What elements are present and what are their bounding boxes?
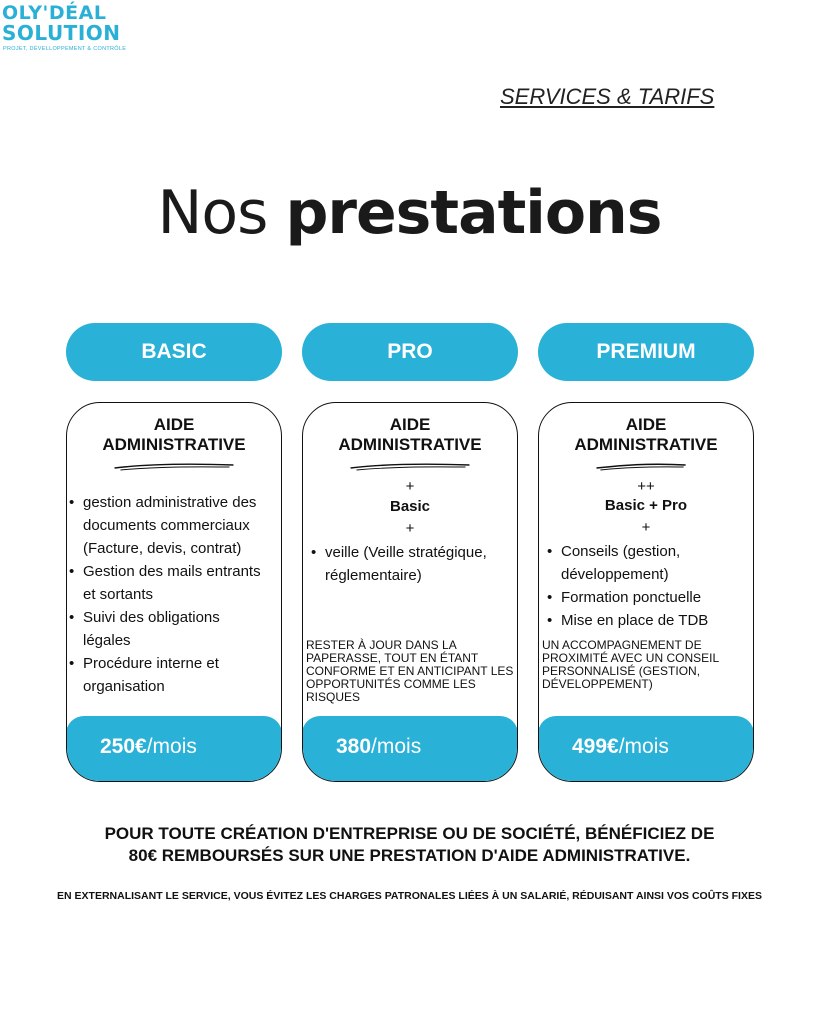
logo-line1: OLY'DÉAL bbox=[2, 2, 107, 24]
underline-squiggle bbox=[539, 459, 753, 473]
list-item: • veille (Veille stratégique, réglementaire) bbox=[311, 541, 511, 587]
list-item: • Suivi des obligations légales bbox=[69, 606, 269, 652]
feature-list bbox=[547, 540, 747, 632]
underline-squiggle bbox=[303, 459, 517, 473]
price-bar bbox=[538, 716, 754, 782]
plan-pill-pro: PRO bbox=[302, 323, 518, 381]
feature-list bbox=[69, 491, 269, 698]
card-heading-line2: ADMINISTRATIVE bbox=[102, 435, 246, 454]
company-logo bbox=[2, 2, 142, 54]
logo-tagline: PROJET, DÉVELLOPPEMENT & CONTRÔLE bbox=[3, 46, 127, 52]
card-heading-line2: ADMINISTRATIVE bbox=[338, 435, 482, 454]
plan-card-premium bbox=[538, 402, 754, 782]
plan-card-basic bbox=[66, 402, 282, 782]
list-item: • Formation ponctuelle bbox=[547, 586, 747, 609]
price-unit: /mois bbox=[371, 735, 422, 758]
underline-squiggle bbox=[67, 459, 281, 473]
section-tag: SERVICES & TARIFS bbox=[500, 84, 715, 109]
plan-note: UN ACCOMPAGNEMENT DE PROXIMITÉ AVEC UN CONSEIL PERSONNALISÉ (GESTION, DÉVELOPPEMENT) bbox=[542, 638, 719, 691]
list-item: • Mise en place de TDB bbox=[547, 609, 747, 632]
promo-text bbox=[0, 823, 819, 867]
plan-pill-basic: BASIC bbox=[66, 323, 282, 381]
includes-label: Basic bbox=[389, 498, 431, 515]
logo-line2: SOLUTION bbox=[2, 21, 121, 45]
list-item: • Conseils (gestion, développement) bbox=[547, 540, 747, 586]
plus-sign: + bbox=[405, 478, 415, 495]
promo-line1: POUR TOUTE CRÉATION D'ENTREPRISE OU DE SOCIÉTÉ, BÉNÉFICIEZ DE bbox=[104, 824, 715, 843]
includes-label: Basic + Pro bbox=[604, 497, 688, 514]
card-heading bbox=[67, 415, 281, 455]
list-item: • Procédure interne et organisation bbox=[69, 652, 269, 698]
footer-note: EN EXTERNALISANT LE SERVICE, VOUS ÉVITEZ LES CHARGES PATRONALES LIÉES À UN SALARIÉ, RÉDUISANT AINSI VOS COÛTS FIXES bbox=[57, 890, 762, 902]
card-heading-line1: AIDE bbox=[153, 415, 195, 434]
card-heading bbox=[539, 415, 753, 455]
price-unit: /mois bbox=[618, 735, 669, 758]
title-bold: prestations bbox=[285, 178, 662, 248]
plus-sign: ++ bbox=[637, 478, 655, 495]
promo-line2: 80€ REMBOURSÉS SUR UNE PRESTATION D'AIDE ADMINISTRATIVE. bbox=[128, 846, 691, 865]
card-heading-line1: AIDE bbox=[389, 415, 431, 434]
plan-card-pro bbox=[302, 402, 518, 782]
price-amount: 250€ bbox=[100, 735, 147, 758]
list-item: • gestion administrative des documents commerciaux (Facture, devis, contrat) bbox=[69, 491, 269, 560]
plan-note: RESTER À JOUR DANS LA PAPERASSE, TOUT EN ÉTANT CONFORME ET EN ANTICIPANT LES OPPORTUNITÉS COMME LES RISQUES bbox=[306, 638, 514, 704]
feature-list bbox=[311, 541, 511, 587]
plan-pill-premium: PREMIUM bbox=[538, 323, 754, 381]
price-bar bbox=[302, 716, 518, 782]
card-heading-line2: ADMINISTRATIVE bbox=[574, 435, 718, 454]
plus-sign: + bbox=[641, 519, 651, 536]
card-heading bbox=[303, 415, 517, 455]
card-heading-line1: AIDE bbox=[625, 415, 667, 434]
plus-sign: + bbox=[405, 520, 415, 537]
price-unit: /mois bbox=[146, 735, 197, 758]
title-light: Nos bbox=[157, 178, 268, 248]
list-item: • Gestion des mails entrants et sortants bbox=[69, 560, 269, 606]
price-amount: 499€ bbox=[572, 735, 619, 758]
price-amount: 380 bbox=[336, 735, 372, 758]
price-bar bbox=[66, 716, 282, 782]
page-title bbox=[0, 178, 819, 248]
